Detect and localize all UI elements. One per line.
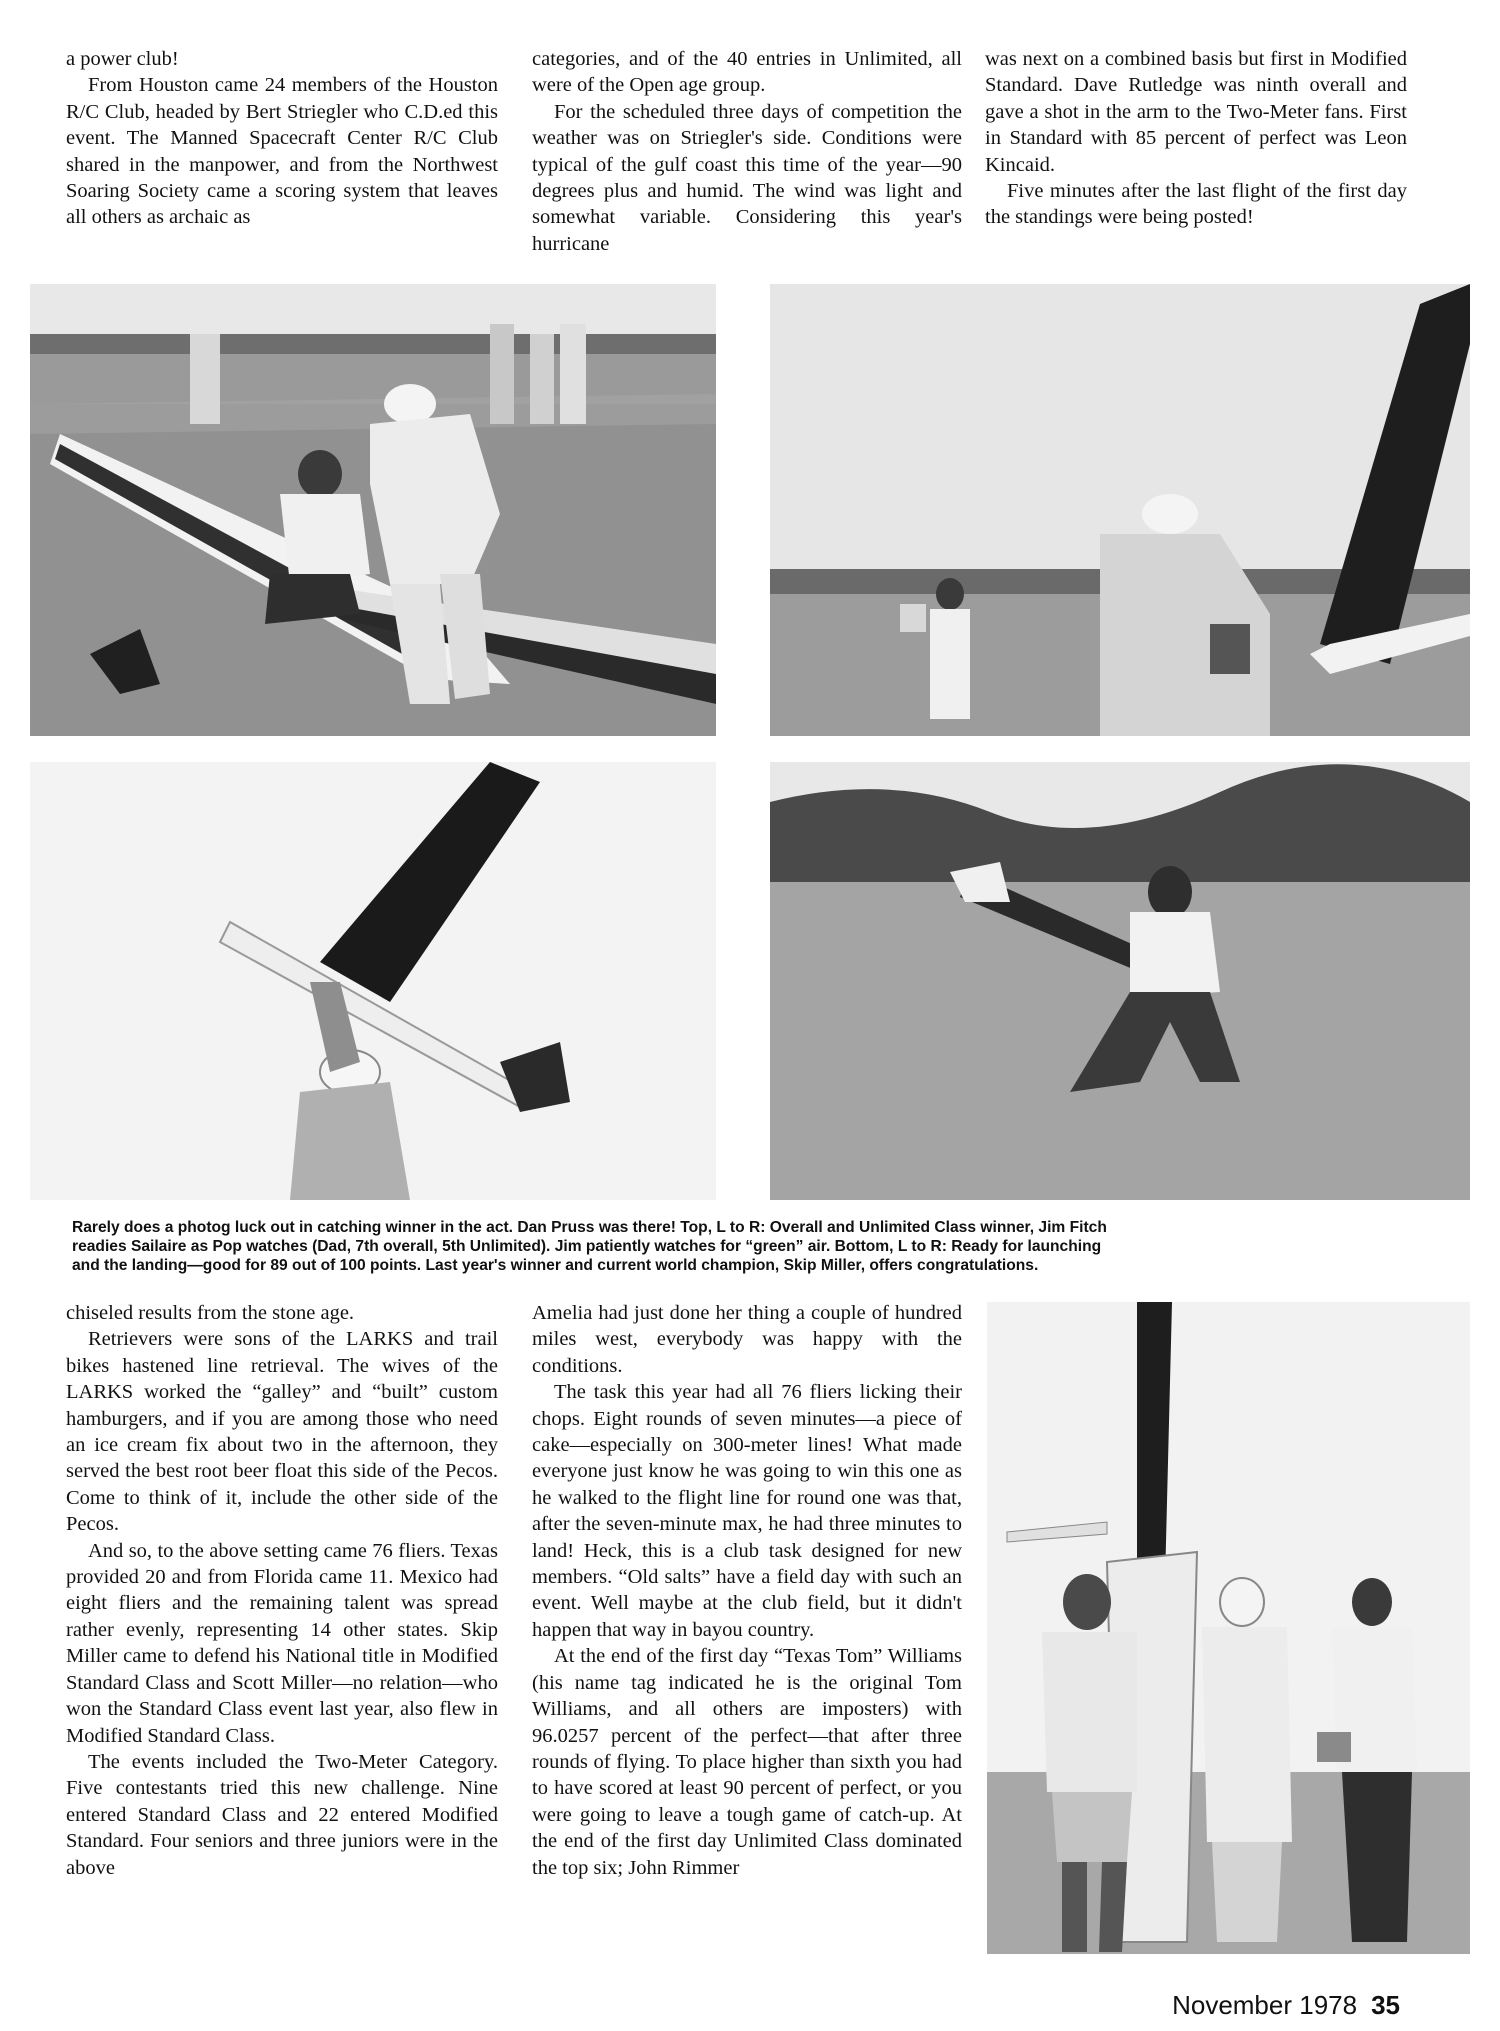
paragraph: was next on a combined basis but first in Modified Standard. Dave Rutledge was ninth overall and gave a shot in the arm to the Two-Meter fans. First in Standard with 85 percent of perfect was Leon Kincaid. (985, 48, 1407, 176)
article-column-top-right (985, 46, 1407, 231)
paragraph: a power club! (66, 48, 179, 70)
paragraph: From Houston came 24 members of the Houston R/C Club, headed by Bert Striegler who C.D.ed this event. The Manned Spacecraft Center R/C Club shared in the manpower, and from the Northwest Soaring Society came a scoring system that leaves all others as archaic as (66, 74, 498, 229)
paragraph: The task this year had all 76 fliers licking their chops. Eight rounds of seven minutes—a piece of cake—especially on 300-meter lines! What made everyone just know he was going to win this one as he walked to the flight line for round one was that, after the seven-minute max, he had three minutes to land! Heck, this is a club task designed for new members. “Old salts” have a field day with such an event. Well maybe at the club field, but it didn't happen that way in bayou country. (532, 1381, 962, 1641)
article-column-top-left (66, 46, 498, 231)
paragraph: categories, and of the 40 entries in Unlimited, all were of the Open age group. (532, 48, 962, 97)
article-column-bottom-left (66, 1300, 498, 1881)
paragraph: At the end of the first day “Texas Tom” Williams (his name tag indicated he is the original Tom Williams, and all others are imposters) with 96.0257 percent of the perfect—that after three rounds of flying. To place higher than sixth you had to have scored at least 90 percent of perfect, or you were going to leave a tough game of catch-up. At the end of the first day Unlimited Class dominated the top six; John Rimmer (532, 1645, 962, 1879)
photo-caption (72, 1218, 1402, 1276)
paragraph: For the scheduled three days of competition the weather was on Striegler's side. Conditions were typical of the gulf coast this time of the year—90 degrees plus and humid. The wind was light and somewhat variable. Considering this year's hurricane (532, 100, 962, 255)
photo-launching (30, 762, 716, 1200)
paragraph: chiseled results from the stone age. (66, 1302, 355, 1324)
issue-date: November 1978 (1172, 1990, 1358, 2020)
photo-waiting-for-air (770, 284, 1470, 736)
caption-line: Rarely does a photog luck out in catching winner in the act. Dan Pruss was there! Top, L to R: Overall and Unlimited Class winner, Jim Fitch (72, 1219, 1107, 1236)
paragraph: Retrievers were sons of the LARKS and trail bikes hastened line retrieval. The wives of the LARKS worked the “galley” and “built” custom hamburgers, and if you are among those who need an ice cream fix about two in the afternoon, they served the best root beer float this side of the Pecos. Come to think of it, include the other side of the Pecos. (66, 1328, 498, 1536)
paragraph: Five minutes after the last flight of the first day the standings were being posted! (985, 180, 1407, 229)
paragraph: The events included the Two-Meter Category. Five contestants tried this new challenge. Nine entered Standard Class and 22 entered Modified Standard. Four seniors and three juniors were in the above (66, 1750, 498, 1879)
photo-landing (770, 762, 1470, 1200)
photo-glider-preparation (30, 284, 716, 736)
page-number: 35 (1371, 1990, 1400, 2020)
caption-line: and the landing—good for 89 out of 100 points. Last year's winner and current world champion, Skip Miller, offers congratulations. (72, 1257, 1039, 1275)
paragraph: And so, to the above setting came 76 fliers. Texas provided 20 and from Florida came 11. Mexico had eight fliers and the remaining talent was spread rather evenly, representing 14 other states. Skip Miller came to defend his National title in Modified Standard Class and Scott Miller—no relation—who won the Standard Class event last year, also flew in Modified Standard Class. (66, 1539, 498, 1747)
paragraph: Amelia had just done her thing a couple of hundred miles west, everybody was happy with the conditions. (532, 1302, 962, 1377)
article-column-top-middle (532, 46, 962, 257)
caption-line: readies Sailaire as Pop watches (Dad, 7th overall, 5th Unlimited). Jim patiently watches for “green” air. Bottom, L to R: Ready for launching (72, 1238, 1102, 1256)
article-column-bottom-middle (532, 1300, 962, 1881)
photo-congratulations (987, 1302, 1470, 1954)
page-footer (1090, 1990, 1400, 2021)
